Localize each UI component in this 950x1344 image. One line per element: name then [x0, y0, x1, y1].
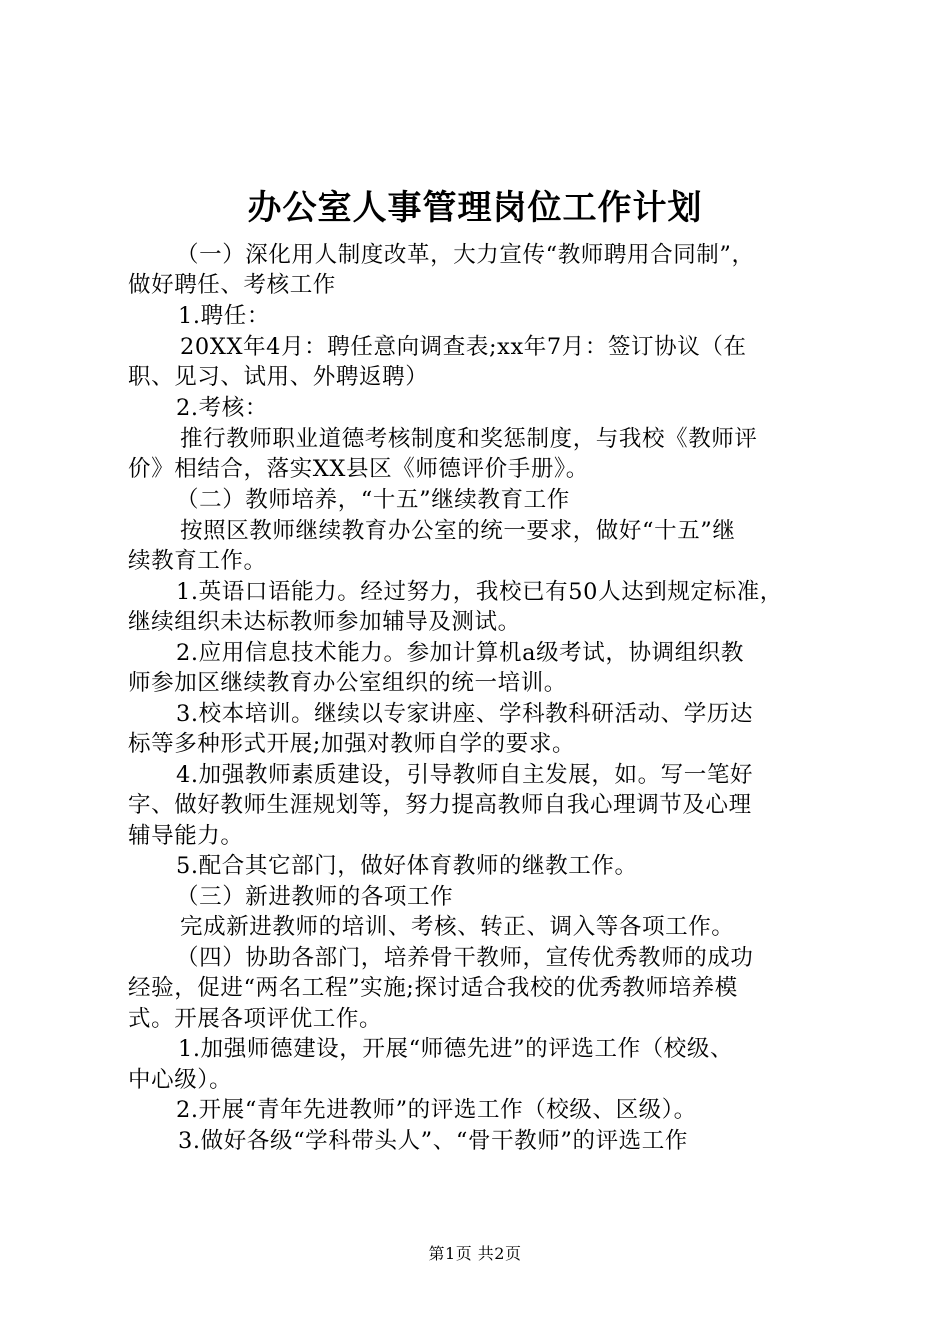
- body-line: 按照区教师继续教育办公室的统一要求，做好“十五”继: [180, 518, 736, 544]
- body-line: 式。开展各项评优工作。: [128, 1006, 383, 1032]
- body-line: 职、见习、试用、外聘返聘）: [128, 364, 429, 390]
- body-line: 经验，促进“两名工程”实施;探讨适合我校的优秀教师培养模: [128, 975, 738, 1001]
- section-heading: （四）协助各部门，培养骨干教师，宣传优秀教师的成功: [176, 945, 754, 971]
- body-line: 价》相结合，落实XX县区《师德评价手册》。: [128, 456, 589, 482]
- body-line: 2.应用信息技术能力。参加计算机a级考试，协调组织教: [176, 640, 744, 666]
- body-line: 做好聘任、考核工作: [128, 272, 336, 298]
- body-line: 标等多种形式开展;加强对教师自学的要求。: [128, 731, 576, 757]
- page-number: 第1页 共2页: [428, 1244, 522, 1263]
- body-line: 5.配合其它部门，做好体育教师的继教工作。: [176, 853, 638, 879]
- body-line: 3.校本培训。继续以专家讲座、学科教科研活动、学历达: [176, 701, 754, 727]
- body-line: 4.加强教师素质建设，引导教师自主发展，如。写一笔好: [176, 762, 754, 788]
- body-line: 续教育工作。: [128, 548, 267, 574]
- body-line: 完成新进教师的培训、考核、转正、调入等各项工作。: [180, 914, 735, 940]
- body-line: 师参加区继续教育办公室组织的统一培训。: [128, 670, 567, 696]
- section-heading: （二）教师培养，“十五”继续教育工作: [176, 487, 570, 513]
- body-line: 1.聘任：: [178, 303, 270, 329]
- body-line: 继续组织未达标教师参加辅导及测试。: [128, 609, 521, 635]
- body-line: 3.做好各级“学科带头人”、“骨干教师”的评选工作: [178, 1128, 688, 1154]
- body-line: 字、做好教师生涯规划等，努力提高教师自我心理调节及心理: [128, 792, 752, 818]
- section-heading: （三）新进教师的各项工作: [176, 884, 454, 910]
- body-line: 中心级）。: [128, 1067, 233, 1093]
- body-line: 2.开展“青年先进教师”的评选工作（校级、区级）。: [176, 1097, 697, 1123]
- body-line: 1.英语口语能力。经过努力，我校已有50人达到规定标准，: [176, 579, 783, 605]
- body-line: 2.考核：: [176, 395, 268, 421]
- body-line: 20XX年4月：聘任意向调查表;xx年7月：签订协议（在: [180, 334, 747, 360]
- body-line: 辅导能力。: [128, 823, 244, 849]
- body-line: （一）深化用人制度改革，大力宣传“教师聘用合同制”，: [176, 242, 755, 268]
- document-title: 办公室人事管理岗位工作计划: [247, 188, 703, 228]
- body-line: 1.加强师德建设，开展“师德先进”的评选工作（校级、: [178, 1036, 734, 1062]
- body-line: 推行教师职业道德考核制度和奖惩制度，与我校《教师评: [180, 426, 758, 452]
